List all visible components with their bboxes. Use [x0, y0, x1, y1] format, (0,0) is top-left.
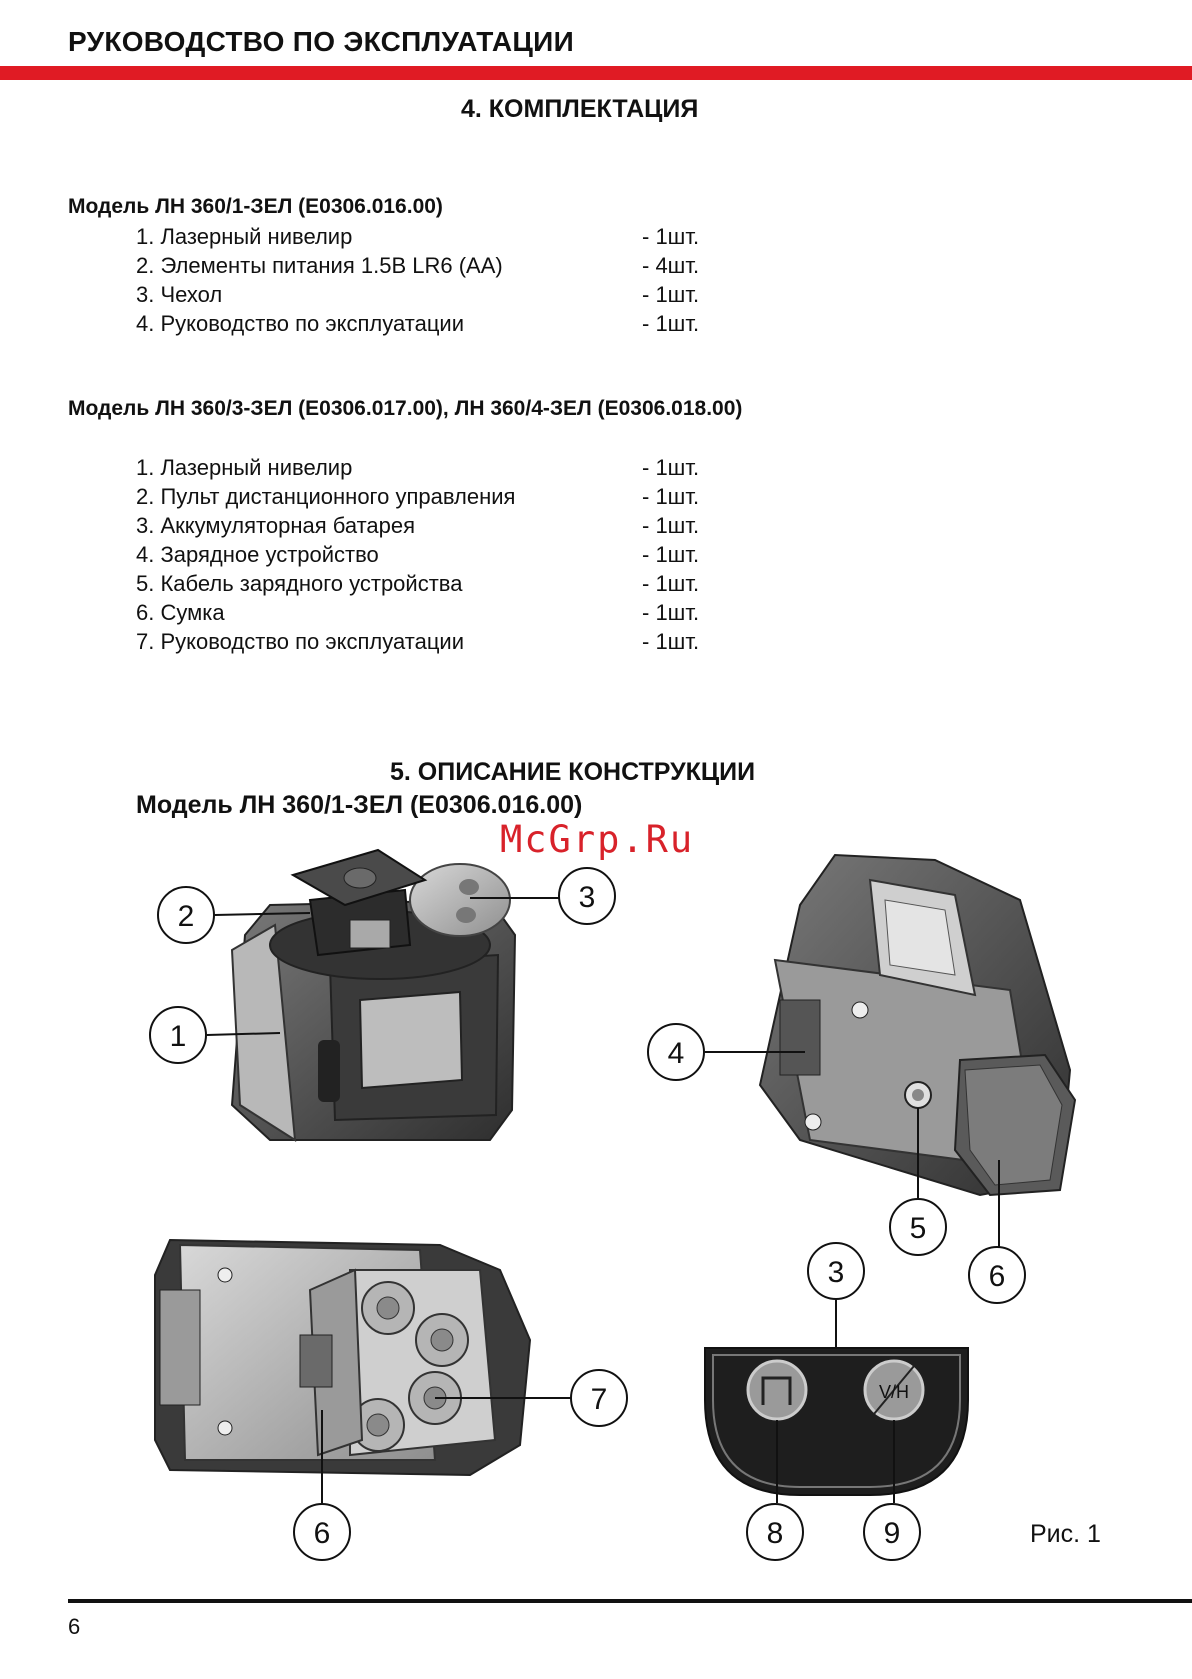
list-item-qty: - 1шт.	[642, 600, 700, 625]
laser-level-front-view	[232, 850, 515, 1140]
list-item-qty: - 1шт.	[642, 513, 700, 538]
list-item-qty: - 1шт.	[642, 484, 700, 509]
list-item-label: 3. Аккумуляторная батарея	[136, 513, 416, 538]
watermark: McGrp.Ru	[500, 818, 695, 861]
list-item-label: 6. Сумка	[136, 600, 225, 625]
callout-3: 3	[578, 881, 596, 914]
list-item-qty: - 1шт.	[642, 629, 700, 654]
callout-3-panel: 3	[827, 1256, 845, 1289]
callout-2: 2	[177, 900, 195, 933]
page-number: 6	[68, 1614, 81, 1639]
list-item-label: 2. Элементы питания 1.5В LR6 (АА)	[136, 253, 503, 278]
footer-rule	[68, 1599, 1192, 1603]
callout-9: 9	[883, 1517, 901, 1550]
list-item-label: 4. Зарядное устройство	[136, 542, 379, 567]
callout-8: 8	[766, 1517, 784, 1550]
callout-7: 7	[590, 1383, 608, 1416]
list-item-qty: - 1шт.	[642, 282, 700, 307]
callout-6-battery: 6	[313, 1517, 331, 1550]
list-item-qty: - 1шт.	[642, 455, 700, 480]
control-panel	[705, 1348, 968, 1495]
list-item-qty: - 1шт.	[642, 224, 700, 249]
callout-5: 5	[909, 1212, 927, 1245]
list-item-qty: - 1шт.	[642, 311, 700, 336]
callout-6: 6	[988, 1260, 1006, 1293]
list-item-qty: - 4шт.	[642, 253, 700, 278]
document-header-title: РУКОВОДСТВО ПО ЭКСПЛУАТАЦИИ	[68, 26, 575, 57]
list-item-qty: - 1шт.	[642, 571, 700, 596]
list-item-label: 2. Пульт дистанционного управления	[136, 484, 516, 509]
list-item-label: 1. Лазерный нивелир	[136, 455, 353, 480]
model-2-heading: Модель ЛН 360/3-ЗЕЛ (Е0306.017.00), ЛН 360/4-ЗЕЛ (Е0306.018.00)	[68, 397, 743, 420]
list-item-qty: - 1шт.	[642, 542, 700, 567]
laser-level-battery-view	[155, 1240, 530, 1475]
list-item-label: 1. Лазерный нивелир	[136, 224, 353, 249]
vh-button-symbol: V/H	[878, 1382, 910, 1402]
section-5-title: 5. ОПИСАНИЕ КОНСТРУКЦИИ	[390, 758, 756, 786]
list-item-label: 7. Руководство по эксплуатации	[136, 629, 464, 654]
list-item-label: 3. Чехол	[136, 282, 223, 307]
list-item-label: 5. Кабель зарядного устройства	[136, 571, 463, 596]
figure-model-heading: Модель ЛН 360/1-ЗЕЛ (Е0306.016.00)	[136, 791, 583, 819]
callout-1: 1	[169, 1020, 187, 1053]
figure-caption: Рис. 1	[1030, 1520, 1101, 1548]
callout-4: 4	[667, 1037, 685, 1070]
section-4-title: 4. КОМПЛЕКТАЦИЯ	[461, 95, 699, 123]
list-item-label: 4. Руководство по эксплуатации	[136, 311, 464, 336]
model-1-heading: Модель ЛН 360/1-ЗЕЛ (Е0306.016.00)	[68, 195, 443, 218]
